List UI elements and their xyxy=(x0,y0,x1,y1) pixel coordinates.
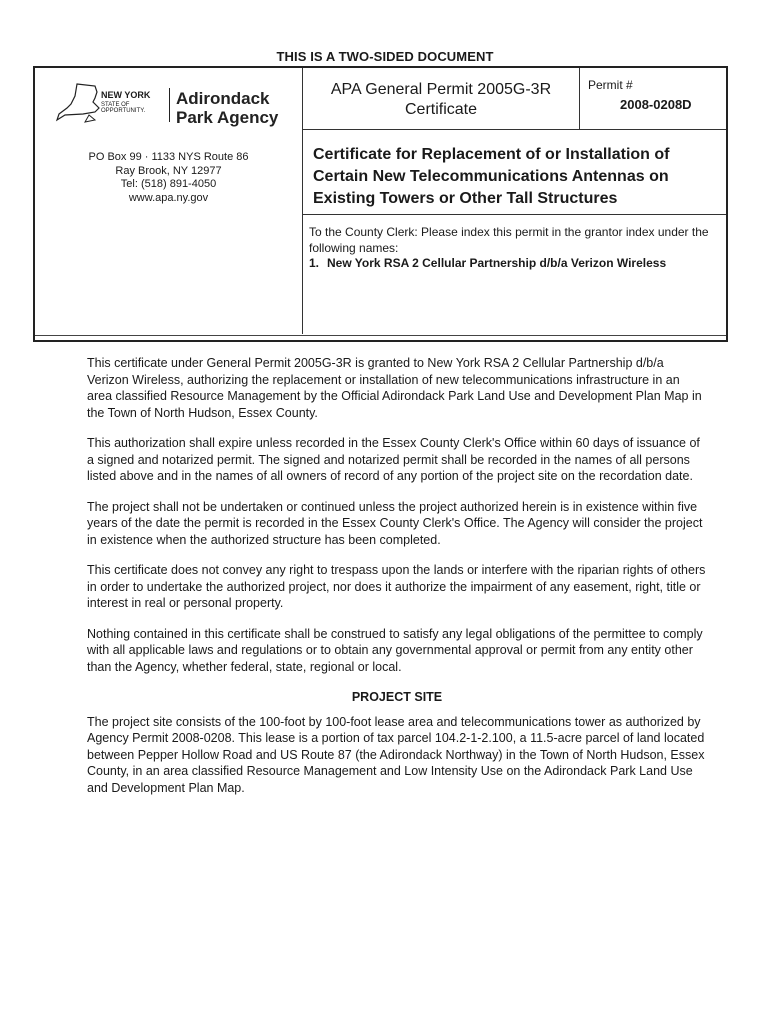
address-line1: PO Box 99 · 1133 NYS Route 86 xyxy=(88,151,249,163)
header-rule-1 xyxy=(303,129,726,130)
header-rule-2 xyxy=(303,214,726,215)
project-site-heading: PROJECT SITE xyxy=(351,690,443,704)
paragraph-trespass: This certificate does not convey any right to trespass upon the lands or interfere with the riparian rights of others in order to undertake the authorized project, nor does it authorize the impairment of any easement, right, title or interest in real or personal property. xyxy=(87,563,706,610)
project-site-text: The project site consists of the 100-foot by 100-foot lease area and telecommunications tower as authorized by Agency Permit 2008-0208. This lease is a portion of tax parcel 104.2-1-2.100, a 11.5-acre parcel of land located between Pepper Hollow Road and US Route 87 (the Adirondack Northway) in the Town of North Hudson, Essex County, in an area classified Resource Management and Low Intensity Use on the Adirondack Park Land Use and Development Plan Map. xyxy=(87,714,705,795)
logo-divider xyxy=(169,88,170,122)
apa-logo xyxy=(55,78,285,133)
certificate-title-line1: APA General Permit 2005G-3R xyxy=(330,81,552,98)
county-clerk-instructions xyxy=(309,225,725,272)
grantor-name: New York RSA 2 Cellular Partnership d/b/a Verizon Wireless xyxy=(327,256,667,270)
certificate-subtitle: Certificate for Replacement of or Installation of Certain New Telecommunications Antennas on Existing Towers or Other Tall Structures xyxy=(313,146,670,207)
grantor-name-number: 1. xyxy=(309,256,320,270)
new-york-state-outline-icon xyxy=(55,82,101,126)
certificate-header xyxy=(33,66,728,342)
permit-number-box xyxy=(579,68,727,129)
paragraph-legal-obligations: Nothing contained in this certificate shall be construed to satisfy any legal obligations of the permittee to comply with all applicable laws and regulations or to obtain any governmental approval or permit from any entity other than the Agency, whether federal, state, regional or local. xyxy=(87,626,703,674)
agency-name-line1: Adirondack xyxy=(176,89,270,108)
address-phone: Tel: (518) 891-4050 xyxy=(120,178,217,190)
header-bottom-rule xyxy=(35,335,726,336)
address-line2: Ray Brook, NY 12977 xyxy=(115,164,222,177)
permit-label: Permit # xyxy=(588,78,633,92)
paragraph-grant: This certificate under General Permit 2005G-3R is granted to New York RSA 2 Cellular Partnership d/b/a Verizon Wireless, authorizing the replacement or installation of new telecommunications infrastructure in an area classified Resource Management by the Official Adirondack Park Land Use and Development Plan Map in the Town of North Hudson, Essex County. xyxy=(87,356,702,420)
agency-address xyxy=(35,151,302,205)
logo-state-name: NEW YORK xyxy=(101,90,151,100)
paragraph-existence: The project shall not be undertaken or continued unless the project authorized herein is in existence within five years of the date the permit is recorded in the Essex County Clerk's Office. The Agency will consider the project in existence when the authorized structure has been completed. xyxy=(87,499,703,547)
two-sided-notice: THIS IS A TWO-SIDED DOCUMENT xyxy=(276,49,494,64)
certificate-title xyxy=(303,68,579,129)
clerk-instruction-text: To the County Clerk: Please index this permit in the grantor index under the following names: xyxy=(309,225,709,255)
paragraph-expiration: This authorization shall expire unless recorded in the Essex County Clerk's Office within 60 days of issuance of a signed and notarized permit. The signed and notarized permit shall be recorded in the names of all persons listed above and in the names of all owners of record of any portion of the project site on the recordation date. xyxy=(87,436,700,483)
agency-name-line2: Park Agency xyxy=(176,108,279,127)
certificate-title-line2: Certificate xyxy=(404,101,478,118)
agency-name xyxy=(176,89,278,127)
address-website: www.apa.ny.gov xyxy=(128,191,209,204)
logo-state-tagline: STATE OF OPPORTUNITY. xyxy=(101,102,146,114)
grantor-name-item xyxy=(309,256,725,272)
permit-number: 2008-0208D xyxy=(620,97,692,112)
certificate-body xyxy=(87,355,707,810)
